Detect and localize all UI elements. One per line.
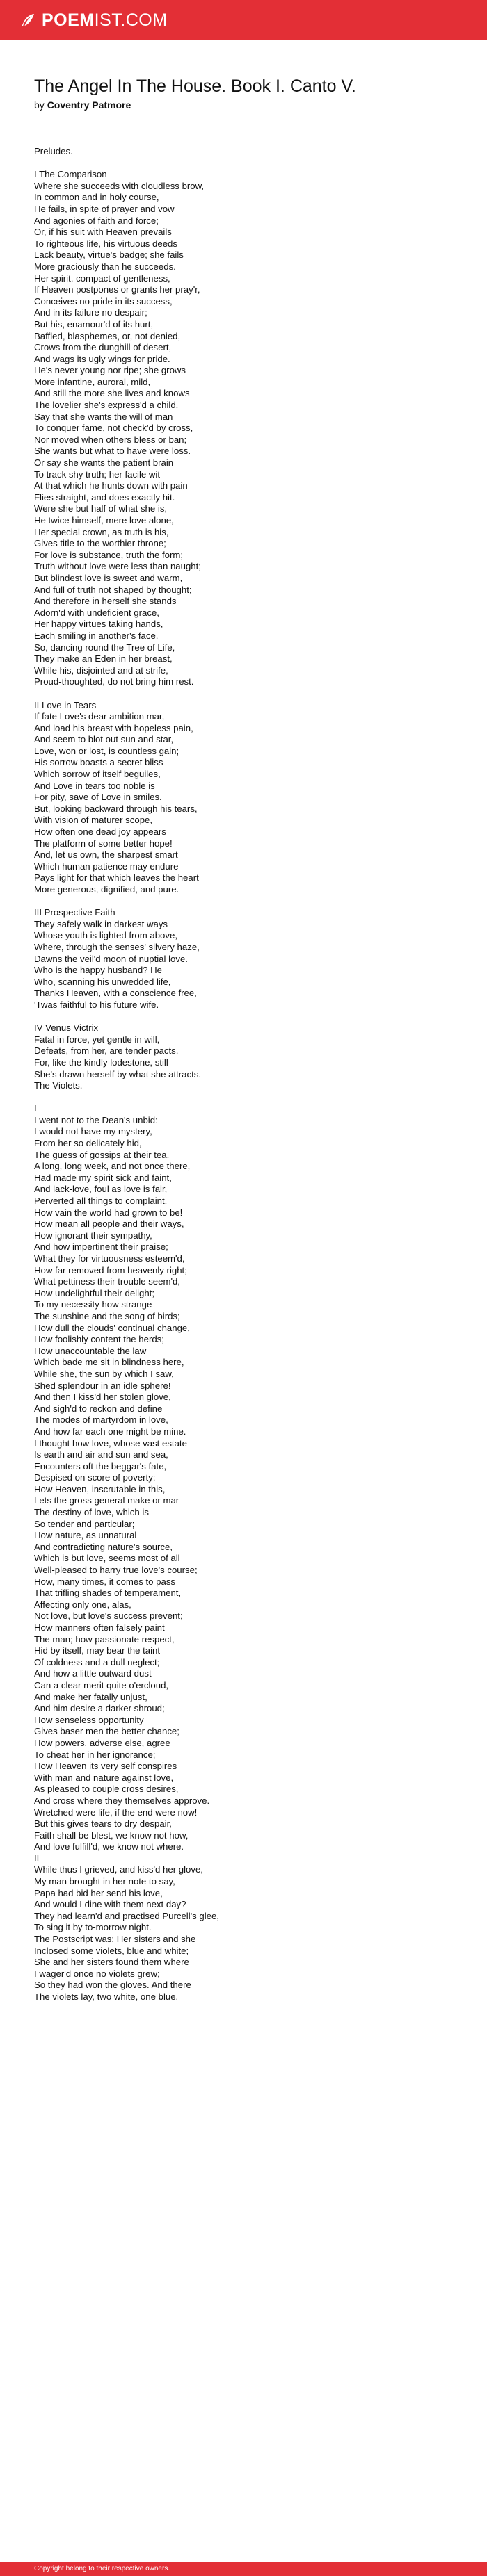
logo-text-strong: POEM — [42, 10, 95, 30]
poem-line: Affecting only one, alas, — [34, 1599, 131, 1610]
poem-line: My man brought in her note to say, — [34, 1876, 175, 1887]
poem-line: The lovelier she's express'd a child. — [34, 400, 179, 411]
poem-line: Her special crown, as truth is his, — [34, 526, 169, 537]
poem-line: Her spirit, compact of gentleness, — [34, 272, 170, 284]
poem-line: Can a clear merit quite o'ercloud, — [34, 1679, 169, 1690]
poem-line: She wants but what to have were loss. — [34, 446, 191, 457]
poem-line: From her so delicately hid, — [34, 1138, 142, 1149]
poem-line: To sing it by to-morrow night. — [34, 1922, 152, 1933]
poem-line: He fails, in spite of prayer and vow — [34, 203, 175, 214]
poem-line: Not love, but love's success prevent; — [34, 1611, 183, 1622]
poem-line: A long, long week, and not once there, — [34, 1161, 191, 1172]
poem-line: And, let us own, the sharpest smart — [34, 849, 178, 861]
poem-line: What pettiness their trouble seem'd, — [34, 1276, 180, 1287]
stanza-break — [34, 896, 458, 908]
poem-line: For, like the kindly lodestone, still — [34, 1057, 168, 1068]
poem-line: And make her fatally unjust, — [34, 1691, 147, 1702]
poem-line: They had learn'd and practised Purcell's glee, — [34, 1910, 220, 1921]
poem-line: She and her sisters found them where — [34, 1957, 189, 1968]
poem-line: Encounters oft the beggar's fate, — [34, 1460, 167, 1472]
poem-line: The violets lay, two white, one blue. — [34, 1991, 179, 2002]
poem-line: How vain the world had grown to be! — [34, 1207, 183, 1218]
poem-line: And love fulfill'd, we know not where. — [34, 1841, 184, 1852]
poem-line: How, many times, it comes to pass — [34, 1576, 176, 1587]
poem-line: And how impertinent their praise; — [34, 1241, 168, 1253]
poem-line: But, looking backward through his tears, — [34, 803, 198, 814]
poem-line: Defeats, from her, are tender pacts, — [34, 1045, 179, 1057]
poem-line: And agonies of faith and force; — [34, 215, 159, 226]
poem-line: Baffled, blasphemes, or, not denied, — [34, 330, 181, 341]
poem-line: Nor moved when others bless or ban; — [34, 434, 187, 445]
poem-line: Is earth and air and sun and sea, — [34, 1449, 168, 1460]
stanza-break — [34, 1092, 458, 1104]
poem-line: The guess of gossips at their tea. — [34, 1149, 170, 1160]
poem-line: With man and nature against love, — [34, 1772, 174, 1783]
poem-line: Gives baser men the better chance; — [34, 1726, 179, 1737]
poem-line: Were she but half of what she is, — [34, 503, 168, 514]
poem-line: I would not have my mystery, — [34, 1126, 152, 1137]
poem-line: The sunshine and the song of birds; — [34, 1310, 180, 1321]
poem-line: How foolishly content the herds; — [34, 1334, 164, 1345]
poem-line: If fate Love's dear ambition mar, — [34, 711, 165, 722]
poem-line: Lack beauty, virtue's badge; she fails — [34, 250, 184, 261]
poem-line: Papa had bid her send his love, — [34, 1887, 163, 1898]
poem-line: Of coldness and a dull neglect; — [34, 1656, 160, 1668]
poem-line: More generous, dignified, and pure. — [34, 884, 179, 895]
poem-line: Which sorrow of itself beguiles, — [34, 769, 161, 780]
poem-body — [34, 146, 458, 2003]
by-label: by — [34, 99, 45, 111]
poem-line: The platform of some better hope! — [34, 838, 173, 849]
poem-line: The Postscript was: Her sisters and she — [34, 1934, 196, 1945]
poem-line: Despised on score of poverty; — [34, 1472, 156, 1483]
poem-line: They make an Eden in her breast, — [34, 653, 173, 665]
poem-line: How undelightful their delight; — [34, 1287, 155, 1298]
site-footer — [0, 2562, 487, 2576]
poem-line: Say that she wants the will of man — [34, 411, 173, 422]
poem-line: He's never young nor ripe; she grows — [34, 365, 186, 376]
poem-line: And wags its ugly wings for pride. — [34, 353, 170, 364]
poem-line: But this gives tears to dry despair, — [34, 1818, 172, 1829]
poem-line: So tender and particular; — [34, 1518, 135, 1529]
poem-line: How Heaven, inscrutable in this, — [34, 1483, 166, 1494]
poem-line: To conquer fame, not check'd by cross, — [34, 423, 193, 434]
poem-line: And how a little outward dust — [34, 1668, 152, 1679]
poem-line: Who is the happy husband? He — [34, 965, 163, 976]
poem-line: Gives title to the worthier throne; — [34, 538, 166, 549]
poem-line: So they had won the gloves. And there — [34, 1980, 191, 1991]
site-header — [0, 0, 487, 40]
poem-author[interactable]: Coventry Patmore — [47, 99, 131, 111]
poem-line: While his, disjointed and at strife, — [34, 665, 168, 676]
poem-line: And cross where they themselves approve. — [34, 1795, 210, 1806]
poem-line: Thanks Heaven, with a conscience free, — [34, 988, 197, 999]
poem-title: The Angel In The House. Book I. Canto V. — [34, 76, 356, 96]
poem-line: Lets the gross general make or mar — [34, 1495, 179, 1506]
poem-line: Who, scanning his unwedded life, — [34, 976, 171, 987]
poem-line: How often one dead joy appears — [34, 826, 166, 838]
poem-line: Whose youth is lighted from above, — [34, 930, 177, 941]
poem-line: How manners often falsely paint — [34, 1622, 165, 1633]
poem-line: I thought how love, whose vast estate — [34, 1437, 187, 1449]
poem-line: If Heaven postpones or grants her pray'r, — [34, 284, 200, 295]
poem-line: IV Venus Victrix — [34, 1022, 99, 1034]
poem-line: How dull the clouds' continual change, — [34, 1322, 190, 1333]
poem-line: How powers, adverse else, agree — [34, 1737, 170, 1748]
poem-line: The Violets. — [34, 1080, 83, 1091]
poem-line: Proud-thoughted, do not bring him rest. — [34, 676, 194, 687]
poem-line: Inclosed some violets, blue and white; — [34, 1945, 189, 1956]
poem-line: How unaccountable the law — [34, 1345, 147, 1356]
poem-line: The destiny of love, which is — [34, 1507, 149, 1518]
poem-line: How Heaven its very self conspires — [34, 1761, 177, 1772]
poem-line: But his, enamour'd of its hurt, — [34, 318, 154, 329]
poem-line: And how far each one might be mine. — [34, 1426, 186, 1437]
poem-line: To righteous life, his virtuous deeds — [34, 238, 177, 249]
stanza-break — [34, 158, 458, 170]
poem-line: And in its failure no despair; — [34, 307, 147, 318]
poem-line: And him desire a darker shroud; — [34, 1703, 165, 1714]
poem-line: She's drawn herself by what she attracts. — [34, 1068, 202, 1079]
poem-byline — [34, 99, 458, 111]
poem-line: How ignorant their sympathy, — [34, 1230, 152, 1241]
feather-icon — [19, 12, 36, 28]
site-logo[interactable] — [19, 10, 168, 31]
poem-line: And Love in tears too noble is — [34, 780, 155, 791]
poem-line: Flies straight, and does exactly hit. — [34, 491, 175, 503]
poem-line: At that which he hunts down with pain — [34, 480, 188, 491]
poem-line: More graciously than he succeeds. — [34, 261, 176, 272]
poem-line: Or, if his suit with Heaven prevails — [34, 227, 172, 238]
poem-line: And sigh'd to reckon and define — [34, 1403, 163, 1414]
poem-line: How senseless opportunity — [34, 1714, 144, 1725]
poem-line: Had made my spirit sick and faint, — [34, 1172, 172, 1183]
poem-line: I — [34, 1103, 37, 1114]
poem-line: And contradicting nature's source, — [34, 1541, 173, 1552]
poem-line: The modes of martyrdom in love, — [34, 1415, 168, 1426]
poem-line: Which human patience may endure — [34, 861, 179, 872]
poem-line: II — [34, 1852, 40, 1864]
poem-line: I went not to the Dean's unbid: — [34, 1114, 158, 1125]
poem-line: And therefore in herself she stands — [34, 596, 177, 607]
poem-line: The man; how passionate respect, — [34, 1633, 175, 1645]
poem-line: Pays light for that which leaves the heart — [34, 872, 199, 883]
poem-line: How nature, as unnatural — [34, 1530, 137, 1541]
poem-line: Where, through the senses' silvery haze, — [34, 941, 200, 952]
poem-line: Which is but love, seems most of all — [34, 1553, 180, 1564]
poem-line: While thus I grieved, and kiss'd her glove, — [34, 1864, 203, 1875]
poem-line: More infantine, auroral, mild, — [34, 376, 151, 387]
poem-line: What they for virtuousness esteem'd, — [34, 1253, 185, 1264]
poem-line: That trifling shades of temperament, — [34, 1588, 182, 1599]
poem-line: II Love in Tears — [34, 699, 97, 710]
poem-line: 'Twas faithful to his future wife. — [34, 999, 159, 1010]
poem-line: Shed splendour in an idle sphere! — [34, 1380, 171, 1391]
poem-line: For love is substance, truth the form; — [34, 549, 184, 560]
poem-line: Faith shall be blest, we know not how, — [34, 1829, 189, 1841]
poem-line: Perverted all things to complaint. — [34, 1196, 168, 1207]
poem-line: And would I dine with them next day? — [34, 1899, 186, 1910]
poem-line: Wretched were life, if the end were now! — [34, 1807, 198, 1818]
poem-line: And lack-love, foul as love is fair, — [34, 1184, 168, 1195]
poem-line: Adorn'd with undeficient grace, — [34, 607, 159, 618]
poem-line: And seem to blot out sun and star, — [34, 734, 174, 745]
poem-line: III Prospective Faith — [34, 907, 115, 918]
stanza-break — [34, 1011, 458, 1023]
poem-line: Truth without love were less than naught; — [34, 561, 201, 572]
poem-line: I wager'd once no violets grew; — [34, 1968, 160, 1979]
poem-line: And then I kiss'd her stolen glove, — [34, 1392, 171, 1403]
poem-line: Fatal in force, yet gentle in will, — [34, 1034, 160, 1045]
poem-line: Well-pleased to harry true love's course; — [34, 1565, 198, 1576]
poem-line: How mean all people and their ways, — [34, 1218, 184, 1230]
poem-line: Her happy virtues taking hands, — [34, 619, 163, 630]
poem-line: I The Comparison — [34, 169, 107, 180]
logo-text-light: IST.COM — [94, 10, 168, 30]
poem-line: They safely walk in darkest ways — [34, 918, 168, 929]
poem-line: Conceives no pride in its success, — [34, 295, 173, 307]
poem-line: Each smiling in another's face. — [34, 630, 159, 641]
poem-line: In common and in holy course, — [34, 192, 159, 203]
footer-copyright: Copyright belong to their respective owners. — [34, 2565, 170, 2573]
poem-line: His sorrow boasts a secret bliss — [34, 757, 163, 768]
poem-line: To cheat her in her ignorance; — [34, 1749, 156, 1760]
poem-line: And load his breast with hopeless pain, — [34, 722, 193, 733]
poem-line: Preludes. — [34, 146, 73, 156]
poem-line: He twice himself, mere love alone, — [34, 515, 174, 525]
poem-line: For pity, save of Love in smiles. — [34, 792, 162, 803]
poem-line: While she, the sun by which I saw, — [34, 1368, 174, 1379]
poem-line: Or say she wants the patient brain — [34, 457, 174, 468]
poem-line: Crows from the dunghill of desert, — [34, 342, 172, 353]
stanza-break — [34, 688, 458, 700]
poem-line: To my necessity how strange — [34, 1299, 152, 1310]
poem-line: But blindest love is sweet and warm, — [34, 572, 183, 583]
poem-line: As pleased to couple cross desires, — [34, 1784, 179, 1795]
poem-line: Love, won or lost, is countless gain; — [34, 745, 179, 756]
poem-line: So, dancing round the Tree of Life, — [34, 642, 175, 653]
poem-line: And full of truth not shaped by thought; — [34, 584, 192, 595]
poem-line: Which bade me sit in blindness here, — [34, 1357, 184, 1368]
poem-line: And still the more she lives and knows — [34, 388, 190, 399]
poem-line: How far removed from heavenly right; — [34, 1264, 187, 1275]
poem-article — [34, 75, 458, 2003]
poem-line: Dawns the veil'd moon of nuptial love. — [34, 953, 188, 964]
poem-line: With vision of maturer scope, — [34, 815, 153, 826]
poem-line: To track shy truth; her facile wit — [34, 468, 161, 480]
poem-line: Hid by itself, may bear the taint — [34, 1645, 161, 1656]
poem-line: Where she succeeds with cloudless brow, — [34, 180, 205, 191]
